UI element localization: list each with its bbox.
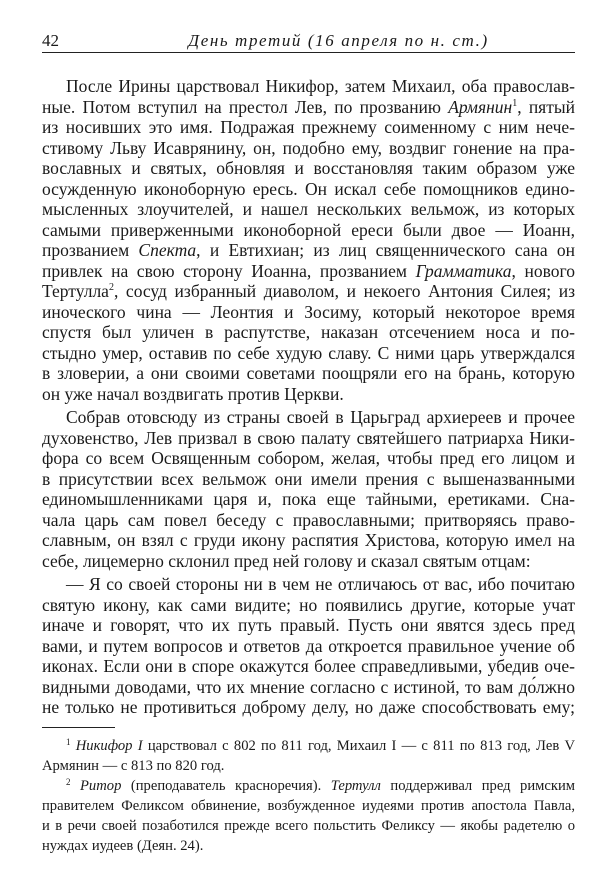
- text-line: [42, 138, 575, 159]
- italic-text: Грамматика: [415, 260, 512, 281]
- footnote: [42, 776, 575, 856]
- text-span: мысленных злоучителей, и нашел нескольких вельмож, из которых: [42, 199, 575, 219]
- italic-text: Ритор: [80, 778, 122, 794]
- text-span: (преподаватель красноречия).: [121, 778, 331, 794]
- italic-text: Армянин: [448, 96, 513, 117]
- text-span: После Ирины царствовал Никифор, затем Михаил, оба православ-: [66, 76, 575, 96]
- text-span: стыдно умер, оставив по себе худую славу. С ними царь утверждался: [42, 342, 575, 363]
- text-span: вославных и святых, обновляя и восстановляя таким образом уже: [42, 158, 575, 178]
- text-span: себе, лицемерно склонил пред ней голову и сказал святым отцам:: [42, 550, 531, 571]
- text-span: фора со всем Освященным собором, желая, чтобы пред его лицом и: [42, 448, 575, 468]
- text-line: [42, 322, 575, 343]
- text-line: [42, 261, 575, 282]
- page-number: 42: [42, 31, 59, 50]
- text-line: [42, 179, 575, 200]
- text-line: [42, 448, 575, 469]
- text-line: [42, 76, 575, 97]
- italic-text: Никифор I: [75, 738, 143, 754]
- text-line: [42, 615, 575, 636]
- text-line: [42, 343, 575, 364]
- text-line: [42, 489, 575, 510]
- text-span: в присутствии всех вельмож они имели прения с вышеназванными: [42, 468, 575, 489]
- text-span: иконах. Если они в споре окажутся более справедливыми, убедив оче-: [42, 656, 575, 676]
- footnote: [42, 736, 575, 776]
- text-line: [42, 469, 575, 490]
- text-span: стивому Льву Исаврянину, он, подобно ему, воздвиг гонение на пра-: [42, 137, 575, 158]
- text-span: прозванием: [42, 240, 139, 260]
- text-span: вами, и путем вопросов и ответов да откроется правильное учение об: [42, 635, 575, 656]
- text-span: не только не противиться доброму делу, но даже способствовать ему;: [42, 697, 575, 717]
- text-span: , и Евтихиан; из лиц священнического сана он: [196, 240, 575, 260]
- text-line: [42, 636, 575, 657]
- text-span: святую икону, как сами видите; но появились другие, которые учат: [42, 594, 575, 615]
- text-span: Собрав отовсюду из страны своей в Царьград архиереев и прочее: [66, 407, 575, 427]
- text-span: ные. Потом вступил на престол Лев, по прозванию: [42, 96, 449, 117]
- text-span: в зловерии, а они своими советами поощряли его на брань, которую: [42, 363, 575, 383]
- paragraph: [42, 76, 575, 404]
- text-span: единомышленниками царя и, пока еще тайными, еретиками. Сна-: [42, 489, 575, 509]
- text-line: [42, 574, 575, 595]
- text-line: [42, 199, 575, 220]
- main-text: [42, 76, 575, 718]
- text-span: духовенство, Лев призвал в свою палату святейшего патриарха Ники-: [42, 427, 575, 448]
- text-line: [42, 407, 575, 428]
- text-span: правителем Феликсом обвинение, возбужденное иудеями против апостола Павла,: [42, 798, 575, 814]
- footnote-marker: 2: [108, 282, 114, 293]
- text-span: привлек на свою сторону Иоанна, прозванием: [42, 260, 416, 281]
- text-span: Тертулла: [42, 281, 109, 301]
- text-line: [42, 677, 575, 698]
- text-line: [42, 281, 575, 302]
- running-header: [42, 30, 575, 53]
- text-span: нуждах иудеев (Деян. 24).: [42, 838, 204, 854]
- text-span: , сосуд избранный диаволом, и некоего Антония Силея; из: [113, 281, 575, 301]
- footnote-marker: 1: [512, 97, 518, 109]
- text-line: [42, 220, 575, 241]
- text-line: [42, 302, 575, 323]
- text-line: [42, 796, 575, 816]
- text-span: спустя был уличен в распутстве, наказан отсечением носа и по-: [42, 322, 575, 342]
- footnote-separator: [42, 727, 115, 728]
- text-span: поддерживал пред римским: [380, 778, 575, 794]
- text-line: [42, 776, 575, 796]
- text-line: [42, 428, 575, 449]
- text-span: Армянин — с 813 по 820 год.: [42, 758, 225, 774]
- text-line: [42, 240, 575, 261]
- text-line: [42, 756, 575, 776]
- text-span: и в речи своей позаботился прежде всего польстить Феликсу — якобы радетелю о: [42, 818, 575, 834]
- text-span: , нового: [511, 260, 575, 281]
- text-span: он уже начал воздвигать против Церкви.: [42, 383, 344, 404]
- italic-text: Тертулл: [330, 778, 381, 794]
- text-line: [42, 117, 575, 138]
- text-line: [42, 697, 575, 718]
- text-line: [42, 816, 575, 836]
- text-span: видными доводами, что их мнение согласно с истиной, то вам до́лжно: [42, 676, 575, 697]
- text-span: осужденную иконоборную ересь. Он искал себе помощников едино-: [42, 178, 575, 199]
- paragraph: [42, 574, 575, 718]
- text-line: [42, 384, 575, 405]
- text-line: [42, 97, 575, 118]
- paragraph: [42, 407, 575, 571]
- text-span: [71, 778, 81, 794]
- running-title: День третий (16 апреля по н. ст.): [188, 31, 489, 50]
- text-span: из носивших это имя. Подражая прежнему соименному с ним нече-: [42, 117, 575, 137]
- text-line: [42, 836, 575, 856]
- italic-text: Спекта: [138, 240, 197, 260]
- text-span: славным, он взял с груди икону распятия Христова, которую имел на: [42, 530, 575, 550]
- text-line: [42, 551, 575, 572]
- text-span: чала царь сам повел беседу с православными; притворяясь право-: [42, 509, 575, 530]
- text-line: [42, 736, 575, 756]
- footnote-marker: 1: [66, 737, 71, 747]
- text-line: [42, 530, 575, 551]
- text-line: [42, 595, 575, 616]
- text-line: [42, 656, 575, 677]
- text-line: [42, 510, 575, 531]
- text-line: [42, 158, 575, 179]
- text-span: иноческого чина — Леонтия и Зосиму, который некоторое время: [42, 301, 575, 322]
- text-span: — Я со своей стороны ни в чем не отличаюсь от вас, ибо почитаю: [66, 574, 575, 594]
- text-span: , пятый: [517, 96, 576, 117]
- text-span: царствовал с 802 по 811 год, Михаил I — с 811 по 813 год, Лев V: [142, 738, 575, 754]
- text-span: самыми приверженными иконоборной ереси были двое — Иоанн,: [42, 219, 575, 240]
- text-line: [42, 363, 575, 384]
- footnote-marker: 2: [66, 777, 71, 787]
- footnotes: [42, 736, 575, 856]
- text-span: иначе и говорят, что их путь правый. Пусть они явятся здесь пред: [42, 615, 575, 635]
